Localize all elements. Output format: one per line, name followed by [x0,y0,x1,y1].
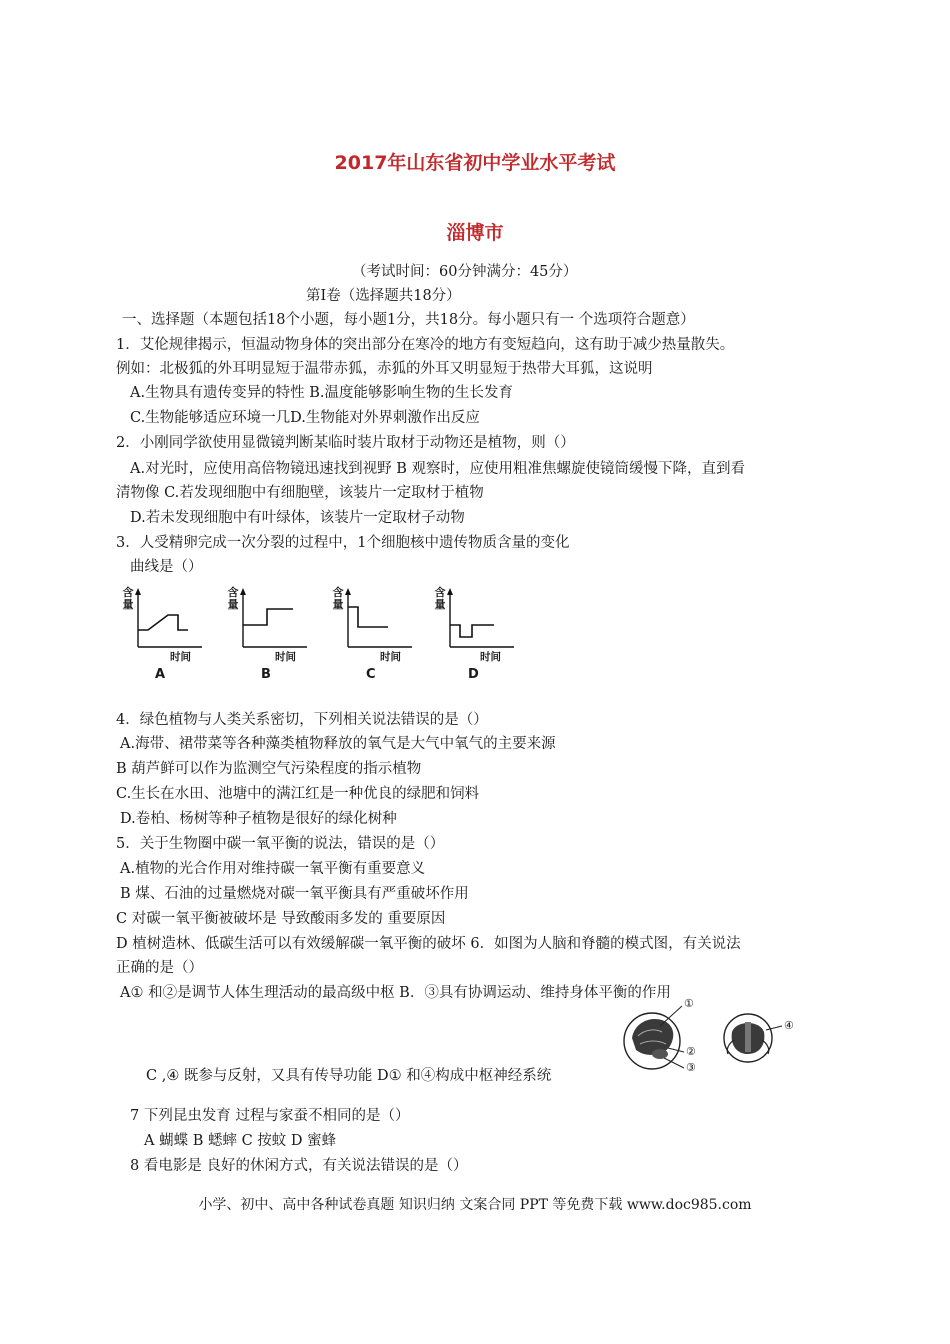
graph-c-ylabel: 含量 [332,586,344,611]
question-2-line4: D.若未发现细胞中有叶绿体，该装片一定取材子动物 [130,510,465,526]
question-2-line3: 清物像 C.若发现细胞中有细胞壁，该装片一定取材于植物 [116,485,484,501]
section1-heading: 一、选择题（本题包括18个小题，每小题1分，共18分。每小题只有一 个选项符合题意） [122,312,695,328]
question-4-option-b: B 葫芦鲜可以作为监测空气污染程度的指示植物 [116,761,422,777]
question-1-options-cd: C.生物能够适应环境一几D.生物能对外界刺激作出反应 [130,410,480,426]
part1-heading: 第Ⅰ卷（选择题共18分） [306,288,461,304]
question-5-option-b: B 煤、石油的过量燃烧对碳一氧平衡具有严重破坏作用 [120,886,469,902]
figure-label-3: ③ [686,1061,696,1074]
graph-c-plot [330,585,445,685]
question-2-line1: 2．小刚同学欲使用显微镜判断某临时装片取材于动物还是植物，则（） [116,435,575,451]
graph-a-ylabel: 含量 [122,586,134,611]
question-6-options-ab: A① 和②是调节人体生理活动的最高级中枢 B．③具有协调运动、维持身体平衡的作用 [120,985,671,1001]
question-4-option-a: A.海带、裙带菜等各种藻类植物释放的氧气是大气中氧气的主要来源 [120,736,556,752]
graph-c-label: C [366,667,376,682]
page-subtitle-city: 淄博市 [446,222,504,244]
graph-d-ylabel: 含量 [434,586,446,611]
question-3-line1: 3．人受精卵完成一次分裂的过程中，1个细胞核中遗传物质含量的变化 [116,535,570,551]
question-7-line1: 7 下列昆虫发育 过程与家蚕不相同的是（） [130,1108,410,1124]
question-1-line2: 例如：北极狐的外耳明显短于温带赤狐，赤狐的外耳又明显短于热带大耳狐，这说明 [116,361,653,377]
question-1-options-ab: A.生物具有遗传变异的特性 B.温度能够影响生物的生长发育 [130,385,513,401]
question-4-line1: 4．绿色植物与人类关系密切，下列相关说法错误的是（） [116,712,488,728]
page-footer: 小学、初中、高中各种试卷真题 知识归纳 文案合同 PPT 等免费下载 www.doc985.com [198,1197,752,1213]
question-5-option-a: A.植物的光合作用对维持碳一氧平衡有重要意义 [120,861,426,877]
graph-a-label: A [155,667,166,682]
question-5-option-c: C 对碳一氧平衡被破坏是 导致酸雨多发的 重要原因 [116,911,446,927]
graph-b-plot [225,585,340,685]
graph-d-label: D [468,667,479,682]
page-title: 2017年山东省初中学业水平考试 [334,152,616,174]
graph-a [120,585,235,685]
graph-b-label: B [261,667,271,682]
figure-label-4: ④ [784,1019,794,1032]
brain-spinal-cord-figure [620,996,810,1086]
question-5-option-d: D 植树造林、低碳生活可以有效缓解碳一氧平衡的破坏 6．如图为人脑和脊髓的模式图，有关说法 [116,936,741,952]
graph-c [330,585,445,685]
question-6-options-cd: C ,④ 既参与反射，又具有传导功能 D① 和④构成中枢神经系统 [146,1068,552,1084]
graph-b-xlabel: 时间 [275,651,296,663]
question-4-option-c: C.生长在水田、池塘中的满江红是一种优良的绿肥和饲料 [116,786,480,802]
question-8-line1: 8 看电影是 良好的休闲方式，有关说法错误的是（） [130,1158,468,1174]
graph-a-plot [120,585,235,685]
question-2-line2: A.对光时，应使用高倍物镜迅速找到视野 B 观察时，应使用粗准焦螺旋使镜筒缓慢下降，直到看 [130,461,745,477]
figure-label-2: ② [686,1045,696,1058]
question-6-line1: 正确的是（） [116,960,203,976]
graph-d-xlabel: 时间 [480,651,501,663]
question-7-options: A 蝴蝶 B 蟋蟀 C 按蚊 D 蜜蜂 [144,1133,337,1149]
graph-b-ylabel: 含量 [227,586,239,611]
figure-label-1: ① [684,997,694,1010]
question-3-line2: 曲线是（） [130,559,203,575]
question-5-line1: 5．关于生物圈中碳一氧平衡的说法，错误的是（） [116,836,445,852]
exam-info: （考试时间：60分钟满分：45分） [352,264,578,280]
brain-figure-drawing [620,996,810,1086]
graph-d-plot [432,585,547,685]
graph-c-xlabel: 时间 [380,651,401,663]
graph-d [432,585,547,685]
graph-b [225,585,340,685]
question-4-option-d: D.卷柏、杨树等种子植物是很好的绿化树种 [120,811,397,827]
graph-a-xlabel: 时间 [170,651,191,663]
question-1-line1: 1．艾伦规律揭示，恒温动物身体的突出部分在寒冷的地方有变短趋向，这有助于减少热量散失。 [116,337,735,353]
